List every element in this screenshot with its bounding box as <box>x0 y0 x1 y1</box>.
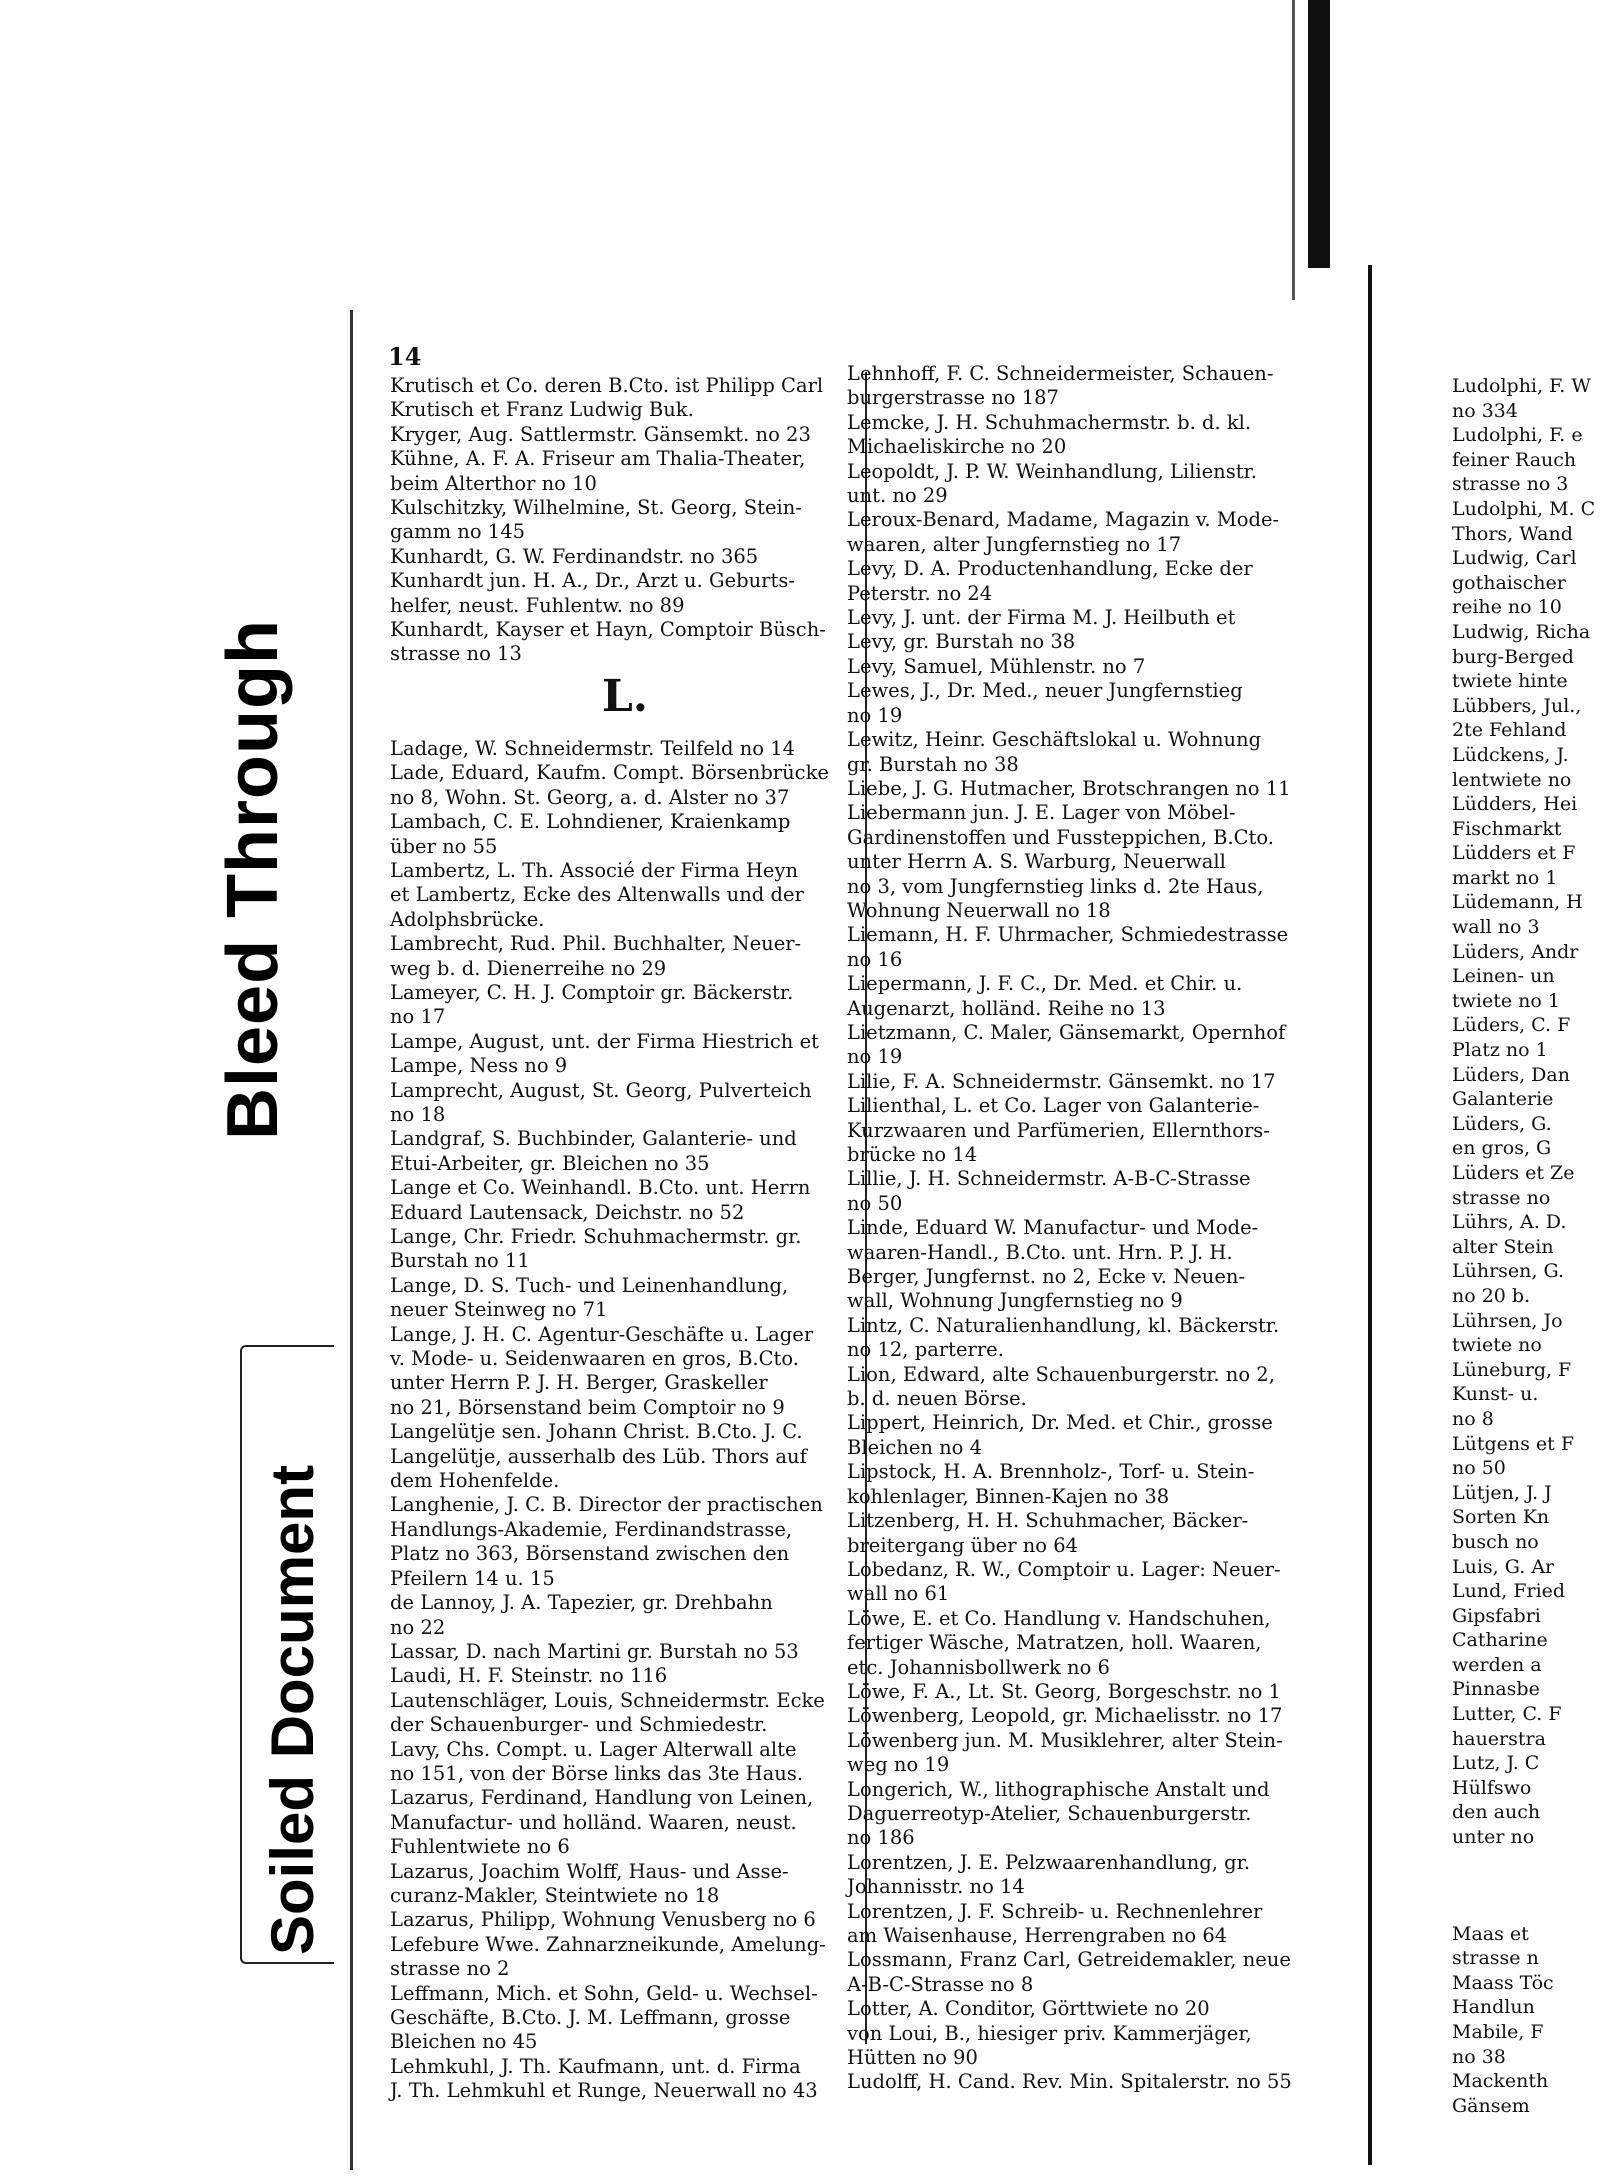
directory-line: Ludolphi, F. e <box>1452 424 1583 447</box>
directory-line: Daguerreotyp-Atelier, Schauenburgerstr. <box>847 1801 1252 1825</box>
directory-line: Augenarzt, holländ. Reihe no 13 <box>847 996 1166 1020</box>
directory-line: de Lannoy, J. A. Tapezier, gr. Drehbahn <box>390 1591 773 1615</box>
directory-line: no 334 <box>1452 399 1518 422</box>
column-left-top-entries <box>390 374 860 667</box>
directory-line: dem Hohenfelde. <box>390 1469 560 1493</box>
directory-line: Litzenberg, H. H. Schuhmacher, Bäcker- <box>847 1509 1249 1533</box>
directory-line: reihe no 10 <box>1452 596 1562 619</box>
directory-line: Manufactur- und holländ. Waaren, neust. <box>390 1810 797 1834</box>
directory-line: A-B-C-Strasse no 8 <box>847 1972 1034 1996</box>
directory-line: Löwenberg jun. M. Musiklehrer, alter Stein- <box>847 1728 1283 1752</box>
directory-line: Lossmann, Franz Carl, Getreidemakler, neue <box>847 1948 1291 1972</box>
directory-line: Pfeilern 14 u. 15 <box>390 1566 555 1590</box>
directory-line: no 20 b. <box>1452 1284 1531 1307</box>
directory-line: no 16 <box>847 947 903 971</box>
directory-column-left <box>390 374 860 2104</box>
directory-line: Eduard Lautensack, Deichstr. no 52 <box>390 1200 745 1224</box>
directory-line: Lamprecht, August, St. Georg, Pulverteich <box>390 1078 812 1102</box>
directory-line: Lefebure Wwe. Zahnarzneikunde, Amelung- <box>390 1932 826 1956</box>
directory-line: Ludwig, Carl <box>1452 547 1577 570</box>
right-page-edge <box>1368 265 1372 2165</box>
directory-line: Mackenth <box>1452 2070 1549 2093</box>
directory-line: hauerstra <box>1452 1727 1546 1750</box>
directory-line: Lüdders, Hei <box>1452 793 1578 816</box>
directory-line: unt. no 29 <box>847 484 948 508</box>
directory-line: Lipstock, H. A. Brennholz-, Torf- u. Stein- <box>847 1460 1255 1484</box>
directory-line: no 17 <box>390 1005 446 1029</box>
directory-line: Löwe, E. et Co. Handlung v. Handschuhen, <box>847 1606 1271 1630</box>
directory-line: Lietzmann, C. Maler, Gänsemarkt, Opernhof <box>847 1020 1286 1044</box>
directory-line: Lambach, C. E. Lohndiener, Kraienkamp <box>390 810 791 834</box>
directory-line: brücke no 14 <box>847 1143 978 1166</box>
directory-line: Lutz, J. C <box>1452 1752 1540 1775</box>
directory-line: Lewitz, Heinr. Geschäftslokal u. Wohnung <box>847 728 1262 752</box>
directory-line: gamm no 145 <box>390 520 526 544</box>
directory-line: etc. Johannisbollwerk no 6 <box>847 1655 1110 1679</box>
directory-line: Etui-Arbeiter, gr. Bleichen no 35 <box>390 1151 710 1175</box>
directory-line: strasse no <box>1452 1186 1551 1209</box>
directory-column-right-cut <box>1452 374 1600 2118</box>
directory-line: Sorten Kn <box>1452 1506 1550 1529</box>
directory-line: Lüders, Dan <box>1452 1063 1570 1086</box>
directory-line: Handlungs-Akademie, Ferdinandstrasse, <box>390 1517 793 1541</box>
directory-line: Krutisch et Franz Ludwig Buk. <box>390 398 694 422</box>
directory-line: Lüders, G. <box>1452 1112 1552 1135</box>
directory-line: Berger, Jungfernst. no 2, Ecke v. Neuen- <box>847 1265 1246 1289</box>
page-number: 14 <box>388 342 422 371</box>
directory-line: Lassar, D. nach Martini gr. Burstah no 53 <box>390 1639 799 1663</box>
directory-line: Lüders, C. F <box>1452 1014 1571 1037</box>
directory-line: Peterstr. no 24 <box>847 581 993 605</box>
directory-line: Gänsem <box>1452 2094 1530 2117</box>
directory-line: v. Mode- u. Seidenwaaren en gros, B.Cto. <box>390 1347 799 1371</box>
directory-line: Lameyer, C. H. J. Comptoir gr. Bäckerstr. <box>390 980 794 1004</box>
directory-line: Leopoldt, J. P. W. Weinhandlung, Lilienstr. <box>847 459 1257 483</box>
directory-line: helfer, neust. Fuhlentw. no 89 <box>390 593 685 617</box>
directory-line: Platz no 1 <box>1452 1039 1548 1062</box>
directory-line: no 18 <box>390 1102 446 1126</box>
directory-line: Lange et Co. Weinhandl. B.Cto. unt. Herrn <box>390 1176 811 1200</box>
directory-line: Kunst- u. <box>1452 1383 1539 1406</box>
directory-line: unter Herrn A. S. Warburg, Neuerwall <box>847 850 1226 874</box>
directory-line: Laudi, H. F. Steinstr. no 116 <box>390 1664 668 1688</box>
directory-line: Lade, Eduard, Kaufm. Compt. Börsenbrücke <box>390 761 829 785</box>
directory-line: von Loui, B., hiesiger priv. Kammerjäger, <box>847 2021 1252 2045</box>
directory-line: Leinen- un <box>1452 965 1555 988</box>
directory-line: Lüders et Ze <box>1452 1162 1575 1184</box>
directory-line: no 3, vom Jungfernstieg links d. 2te Haus, <box>847 874 1264 898</box>
directory-line: Lange, Chr. Friedr. Schuhmachermstr. gr. <box>390 1225 802 1248</box>
directory-line: Lührs, A. D. <box>1452 1211 1567 1234</box>
directory-line: no 186 <box>847 1826 915 1850</box>
directory-line: Lazarus, Joachim Wolff, Haus- und Asse- <box>390 1859 789 1883</box>
directory-line: Leroux-Benard, Madame, Magazin v. Mode- <box>847 508 1280 532</box>
column-right-entries <box>1452 374 1600 2118</box>
directory-line: wall, Wohnung Jungfernstieg no 9 <box>847 1289 1183 1313</box>
directory-line: Ludolff, H. Cand. Rev. Min. Spitalerstr. no 55 <box>847 2070 1292 2094</box>
directory-line: no 8, Wohn. St. Georg, a. d. Alster no 37 <box>390 785 790 809</box>
directory-line: Lange, J. H. C. Agentur-Geschäfte u. Lager <box>390 1322 814 1346</box>
directory-line: Hülfswo <box>1452 1776 1532 1799</box>
directory-line: Lund, Fried <box>1452 1580 1566 1603</box>
directory-line: Michaeliskirche no 20 <box>847 435 1067 459</box>
directory-line: über no 55 <box>390 834 498 858</box>
directory-line: Bleichen no 4 <box>847 1435 983 1459</box>
directory-line: Levy, Samuel, Mühlenstr. no 7 <box>847 654 1146 678</box>
directory-line: Lührsen, G. <box>1452 1260 1565 1283</box>
directory-line: Lorentzen, J. E. Pelzwaarenhandlung, gr. <box>847 1850 1251 1874</box>
directory-line: Ludolphi, F. W <box>1452 375 1591 397</box>
directory-line: Lüdders et F <box>1452 842 1576 865</box>
binding-shadow-line <box>1292 0 1295 300</box>
directory-line: wall no 3 <box>1452 916 1540 939</box>
directory-line: Lemcke, J. H. Schuhmachermstr. b. d. kl. <box>847 410 1252 434</box>
directory-line: Liepermann, J. F. C., Dr. Med. et Chir. u. <box>847 972 1243 996</box>
directory-line: Longerich, W., lithographische Anstalt und <box>847 1777 1270 1801</box>
directory-line: Kryger, Aug. Sattlermstr. Gänsemkt. no 23 <box>390 422 811 446</box>
directory-line: werden a <box>1452 1653 1542 1676</box>
directory-line: burg-Berged <box>1452 645 1574 668</box>
directory-line: Gardinenstoffen und Fussteppichen, B.Cto. <box>847 825 1274 849</box>
directory-line: Lillie, J. H. Schneidermstr. A-B-C-Strasse <box>847 1167 1251 1191</box>
directory-line: Lüdemann, H <box>1452 891 1583 914</box>
directory-line: Lorentzen, J. F. Schreib- u. Rechnenlehrer <box>847 1899 1263 1923</box>
directory-line: fertiger Wäsche, Matratzen, holl. Waaren, <box>847 1631 1262 1655</box>
directory-line: Maas et <box>1452 1922 1529 1945</box>
directory-line: Bleichen no 45 <box>390 2030 538 2054</box>
directory-line: Platz no 363, Börsenstand zwischen den <box>390 1542 790 1566</box>
directory-line: unter no <box>1452 1826 1535 1849</box>
directory-line: wall no 61 <box>847 1582 950 1606</box>
directory-line: Levy, J. unt. der Firma M. J. Heilbuth et <box>847 606 1236 630</box>
directory-line: Ludolphi, M. C <box>1452 497 1596 520</box>
directory-line: Lehmkuhl, J. Th. Kaufmann, unt. d. Firma <box>390 2054 801 2078</box>
directory-line: 2te Fehland <box>1452 719 1567 742</box>
directory-line <box>1452 1874 1600 1898</box>
letter-heading: L. <box>601 670 649 722</box>
directory-line: Liebe, J. G. Hutmacher, Brotschrangen no 11 <box>847 776 1291 800</box>
directory-line: Leffmann, Mich. et Sohn, Geld- u. Wechsel- <box>390 1981 818 2005</box>
directory-line: Hütten no 90 <box>847 2046 978 2070</box>
directory-line: Lotter, A. Conditor, Görttwiete no 20 <box>847 1997 1210 2021</box>
directory-line: Handlun <box>1452 1996 1535 2019</box>
directory-line: breitergang über no 64 <box>847 1533 1079 1557</box>
directory-line: Langhenie, J. C. B. Director der practischen <box>390 1493 823 1517</box>
directory-line: markt no 1 <box>1452 866 1558 889</box>
directory-line: no 50 <box>847 1191 903 1215</box>
directory-line: busch no <box>1452 1530 1539 1553</box>
directory-line: strasse no 2 <box>390 1957 510 1981</box>
directory-line: b. d. neuen Börse. <box>847 1387 1027 1411</box>
directory-line: weg no 19 <box>847 1753 950 1777</box>
directory-line: waaren-Handl., B.Cto. unt. Hrn. P. J. H. <box>847 1240 1233 1264</box>
directory-line: Kunhardt jun. H. A., Dr., Arzt u. Geburts- <box>390 569 795 593</box>
directory-line: Kulschitzky, Wilhelmine, St. Georg, Stein- <box>390 496 802 520</box>
directory-line: Lintz, C. Naturalienhandlung, kl. Bäckerstr. <box>847 1313 1280 1337</box>
directory-line: Kunhardt, Kayser et Hayn, Comptoir Büsch- <box>390 618 826 642</box>
directory-line: lentwiete no <box>1452 768 1572 791</box>
directory-line: Lampe, August, unt. der Firma Hiestrich et <box>390 1029 819 1053</box>
directory-line: Löwenberg, Leopold, gr. Michaelisstr. no 17 <box>847 1704 1283 1728</box>
directory-line: Lütgens et F <box>1452 1432 1575 1455</box>
directory-line: am Waisenhause, Herrengraben no 64 <box>847 1924 1228 1947</box>
directory-line: den auch <box>1452 1801 1541 1824</box>
directory-line: Fischmarkt <box>1452 817 1562 840</box>
directory-line: neuer Steinweg no 71 <box>390 1298 608 1322</box>
directory-line: Levy, gr. Burstah no 38 <box>847 630 1076 654</box>
directory-column-middle <box>847 362 1317 2095</box>
directory-line: no 38 <box>1452 2045 1506 2068</box>
directory-line: Lambertz, L. Th. Associé der Firma Heyn <box>390 858 799 882</box>
directory-line: weg b. d. Dienerreihe no 29 <box>390 956 667 980</box>
directory-line: Lambrecht, Rud. Phil. Buchhalter, Neuer- <box>390 932 802 956</box>
directory-line: waaren, alter Jungfernstieg no 17 <box>847 532 1182 556</box>
directory-line: Pinnasbe <box>1452 1678 1540 1701</box>
directory-line: Wohnung Neuerwall no 18 <box>847 898 1111 922</box>
left-page-edge <box>350 310 353 2170</box>
directory-line: Kühne, A. F. A. Friseur am Thalia-Theater, <box>390 447 806 471</box>
directory-line: no 19 <box>847 1045 903 1069</box>
directory-line: Lion, Edward, alte Schauenburgerstr. no 2, <box>847 1362 1275 1386</box>
directory-line: en gros, G <box>1452 1137 1552 1160</box>
directory-line: twiete no 1 <box>1452 989 1560 1012</box>
directory-line: Lehnhoff, F. C. Schneidermeister, Schauen- <box>847 362 1274 385</box>
directory-line: twiete hinte <box>1452 670 1568 693</box>
directory-line: Lüders, Andr <box>1452 940 1579 963</box>
directory-line: Liemann, H. F. Uhrmacher, Schmiedestrasse <box>847 923 1289 947</box>
directory-line: Lavy, Chs. Compt. u. Lager Alterwall alte <box>390 1737 797 1761</box>
directory-line: unter Herrn P. J. H. Berger, Graskeller <box>390 1371 768 1395</box>
column-left-bottom-entries <box>390 737 860 2104</box>
directory-line: Langelütje sen. Johann Christ. B.Cto. J. C. <box>390 1420 803 1444</box>
directory-line: Catharine <box>1452 1629 1548 1652</box>
directory-line: Gipsfabri <box>1452 1604 1541 1627</box>
directory-line: no 151, von der Börse links das 3te Haus. <box>390 1761 804 1785</box>
directory-line: Löwe, F. A., Lt. St. Georg, Borgeschstr. no 1 <box>847 1679 1281 1703</box>
directory-line: Lüdckens, J. <box>1452 743 1569 766</box>
directory-line: Landgraf, S. Buchbinder, Galanterie- und <box>390 1127 797 1151</box>
directory-line: Lazarus, Philipp, Wohnung Venusberg no 6 <box>390 1908 816 1932</box>
directory-line: Kurzwaaren und Parfümerien, Ellernthors- <box>847 1118 1270 1142</box>
directory-line: feiner Rauch <box>1452 448 1577 471</box>
directory-line <box>1452 1850 1600 1874</box>
directory-line: der Schauenburger- und Schmiedestr. <box>390 1713 768 1737</box>
soiled-document-stamp: Soiled Document <box>259 1464 326 1955</box>
directory-line: no 19 <box>847 703 903 727</box>
directory-line: beim Alterthor no 10 <box>390 471 597 495</box>
directory-line: no 8 <box>1452 1407 1494 1430</box>
directory-line: Lührsen, Jo <box>1452 1309 1563 1332</box>
directory-line: Lampe, Ness no 9 <box>390 1054 568 1078</box>
directory-line: no 22 <box>390 1615 446 1639</box>
directory-line: Maass Töc <box>1452 1971 1554 1994</box>
directory-line <box>1452 1898 1600 1922</box>
directory-line: Kunhardt, G. W. Ferdinandstr. no 365 <box>390 544 759 568</box>
directory-line: no 12, parterre. <box>847 1338 1004 1362</box>
directory-line: Linde, Eduard W. Manufactur- und Mode- <box>847 1216 1259 1240</box>
directory-line: Krutisch et Co. deren B.Cto. ist Philipp Carl <box>390 374 824 397</box>
directory-line: twiete no <box>1452 1334 1542 1357</box>
directory-line: Galanterie <box>1452 1088 1554 1111</box>
directory-line: burgerstrasse no 187 <box>847 386 1059 410</box>
directory-line: J. Th. Lehmkuhl et Runge, Neuerwall no 43 <box>390 2079 818 2103</box>
directory-line: curanz-Makler, Steintwiete no 18 <box>390 1883 720 1907</box>
directory-line: strasse no 13 <box>390 642 522 666</box>
bleed-through-stamp: Bleed Through <box>213 619 293 1140</box>
directory-line: gr. Burstah no 38 <box>847 752 1019 776</box>
directory-line: Adolphsbrücke. <box>390 907 545 931</box>
directory-line: Lütjen, J. J <box>1452 1481 1552 1504</box>
directory-line: Lewes, J., Dr. Med., neuer Jungfernstieg <box>847 679 1243 703</box>
directory-line: no 21, Börsenstand beim Comptoir no 9 <box>390 1395 785 1419</box>
directory-line: alter Stein <box>1452 1235 1554 1258</box>
directory-line: Lobedanz, R. W., Comptoir u. Lager: Neuer- <box>847 1557 1281 1581</box>
directory-line: kohlenlager, Binnen-Kajen no 38 <box>847 1484 1170 1508</box>
directory-line: Lautenschläger, Louis, Schneidermstr. Ecke <box>390 1688 825 1712</box>
binding-black-band <box>1308 0 1330 268</box>
directory-line: Ladage, W. Schneidermstr. Teilfeld no 14 <box>390 736 796 760</box>
directory-line: Fuhlentwiete no 6 <box>390 1835 570 1859</box>
directory-line: Johannisstr. no 14 <box>847 1875 1025 1899</box>
directory-line: Lazarus, Ferdinand, Handlung von Leinen, <box>390 1786 814 1810</box>
directory-line: Burstah no 11 <box>390 1249 530 1273</box>
directory-line: Langelütje, ausserhalb des Lüb. Thors auf <box>390 1444 807 1468</box>
directory-line: gothaischer <box>1452 571 1566 594</box>
directory-line: Mabile, F <box>1452 2021 1544 2043</box>
directory-line: no 50 <box>1452 1457 1506 1480</box>
directory-line: Lüneburg, F <box>1452 1358 1572 1381</box>
directory-line: strasse n <box>1452 1947 1539 1970</box>
column-middle-entries <box>847 362 1317 2095</box>
directory-line: Lilie, F. A. Schneidermstr. Gänsemkt. no 17 <box>847 1069 1276 1093</box>
directory-line: et Lambertz, Ecke des Altenwalls und der <box>390 883 804 907</box>
directory-line: Geschäfte, B.Cto. J. M. Leffmann, grosse <box>390 2006 791 2029</box>
directory-line: Levy, D. A. Productenhandlung, Ecke der <box>847 557 1253 581</box>
directory-line: Lübbers, Jul., <box>1452 694 1582 717</box>
directory-line: Liebermann jun. J. E. Lager von Möbel- <box>847 801 1236 825</box>
directory-line: Lilienthal, L. et Co. Lager von Galanterie- <box>847 1094 1260 1118</box>
directory-line: Thors, Wand <box>1452 522 1573 545</box>
directory-line: Lange, D. S. Tuch- und Leinenhandlung, <box>390 1273 789 1297</box>
directory-line: Ludwig, Richa <box>1452 620 1591 643</box>
directory-line: strasse no 3 <box>1452 473 1569 496</box>
directory-line: Luis, G. Ar <box>1452 1555 1555 1578</box>
directory-line: Lutter, C. F <box>1452 1703 1562 1726</box>
directory-line: Lippert, Heinrich, Dr. Med. et Chir., grosse <box>847 1411 1273 1435</box>
